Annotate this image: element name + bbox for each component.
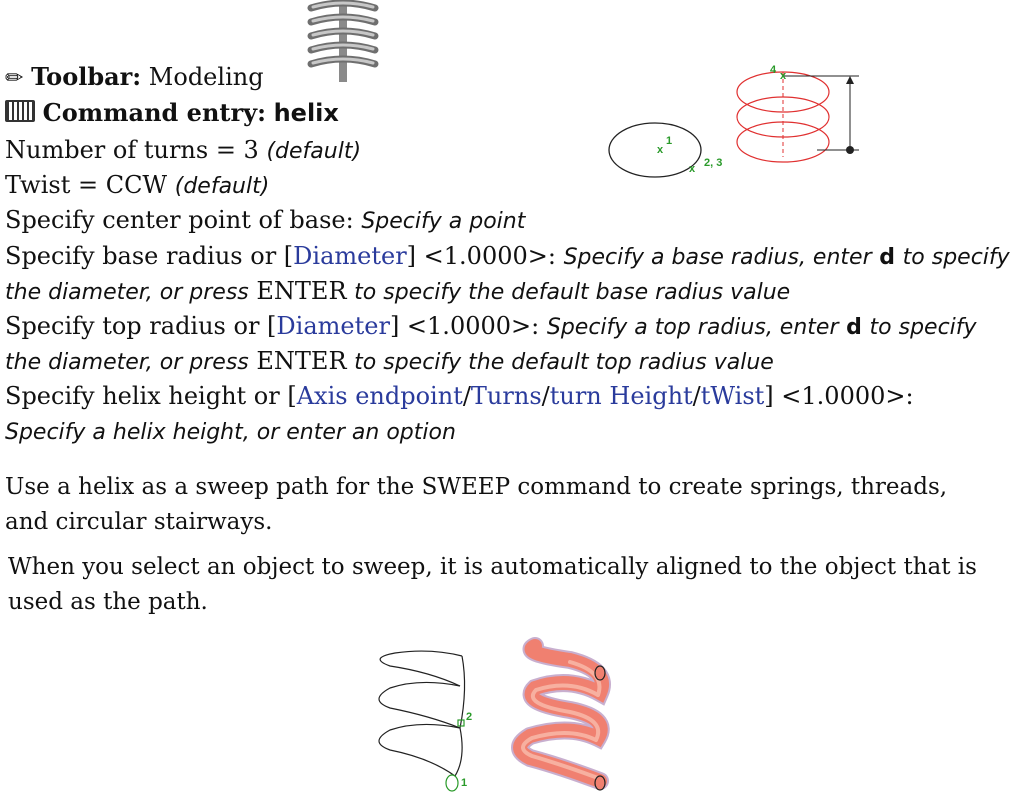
sweep-point-2: 2 [466, 711, 473, 723]
center-response: Specify a point [361, 209, 526, 234]
base-resp-c: the diameter, or press [5, 280, 249, 305]
helix-construction-figure [605, 62, 865, 182]
top-diameter-option: Diameter [276, 312, 390, 340]
base-resp-d: to specify the default base radius value [354, 280, 791, 305]
marker-x: x [657, 144, 664, 156]
marker-x: x [780, 70, 787, 82]
command-label: Command entry: [42, 98, 266, 127]
base-enter: ENTER [256, 277, 347, 305]
swept-spring [520, 646, 602, 781]
point-23-label: 2, 3 [704, 157, 723, 169]
top-resp-c: the diameter, or press [5, 350, 249, 375]
wire-helix [379, 651, 465, 776]
base-prompt-a: Specify base radius or [ [5, 242, 294, 270]
top-resp-d: to specify the default top radius value [354, 350, 774, 375]
top-prompt-b: ] <1.0000>: [389, 312, 540, 340]
top-resp-b: to specify [869, 315, 977, 340]
top-enter: ENTER [256, 347, 347, 375]
toolbar-value: Modeling [148, 63, 264, 91]
twist-line [5, 170, 269, 202]
base-radius-line [5, 241, 1010, 273]
sweep-point-1: 1 [461, 777, 468, 789]
axis-endpoint-option: Axis endpoint [296, 382, 463, 410]
base-circle [609, 123, 701, 177]
top-radius-line-2 [5, 346, 774, 378]
marker-x: x [689, 163, 696, 175]
twist-note: (default) [174, 174, 270, 199]
point-4-label: 4 [770, 64, 777, 76]
sweep-paragraph: Use a helix as a sweep path for the SWEEP command to create springs, threads, and circular stairways. [5, 474, 948, 535]
keyboard-icon [5, 100, 35, 122]
base-prompt-b: ] <1.0000>: [406, 242, 556, 270]
command-value: helix [273, 99, 339, 127]
command-entry-line [5, 98, 339, 128]
helix-height-line [5, 381, 914, 411]
top-radius-line [5, 311, 977, 343]
base-resp-a: Specify a base radius, enter [563, 245, 872, 270]
height-prompt-b: ] <1.0000>: [764, 382, 914, 410]
sep: / [541, 382, 550, 410]
sweep-helix-figure [370, 648, 640, 798]
turn-height-option: turn Height [549, 382, 693, 410]
base-diameter-option: Diameter [293, 242, 407, 270]
top-key: d [846, 315, 862, 340]
height-prompt-a: Specify helix height or [ [5, 382, 297, 410]
twist-text: Twist = CCW [5, 171, 168, 199]
twist-option: tWist [700, 382, 765, 410]
turns-option: Turns [470, 382, 542, 410]
base-resp-b: to specify [902, 245, 1010, 270]
base-key: d [879, 245, 896, 270]
sep: / [692, 382, 701, 410]
turns-text: Number of turns = 3 [5, 136, 259, 164]
center-prompt: Specify center point of base: [5, 206, 354, 234]
toolbar-label: Toolbar: [31, 62, 142, 91]
turns-note: (default) [266, 139, 362, 164]
center-point-line [5, 205, 525, 237]
point-1-label: 1 [666, 135, 673, 147]
height-response: Specify a helix height, or enter an option [5, 420, 456, 445]
base-radius-line-2 [5, 276, 790, 308]
modeling-tool-icon: ✏︎ [5, 66, 24, 91]
toolbar-line [5, 62, 264, 94]
top-prompt-a: Specify top radius or [ [5, 312, 277, 340]
sep: / [462, 382, 471, 410]
helix-spring-icon [305, 0, 380, 82]
align-paragraph: When you select an object to sweep, it is automatically aligned to the object that is used as the path. [8, 554, 977, 615]
number-of-turns-line [5, 135, 361, 167]
top-resp-a: Specify a top radius, enter [546, 315, 839, 340]
helix-height-line-2 [5, 416, 456, 448]
